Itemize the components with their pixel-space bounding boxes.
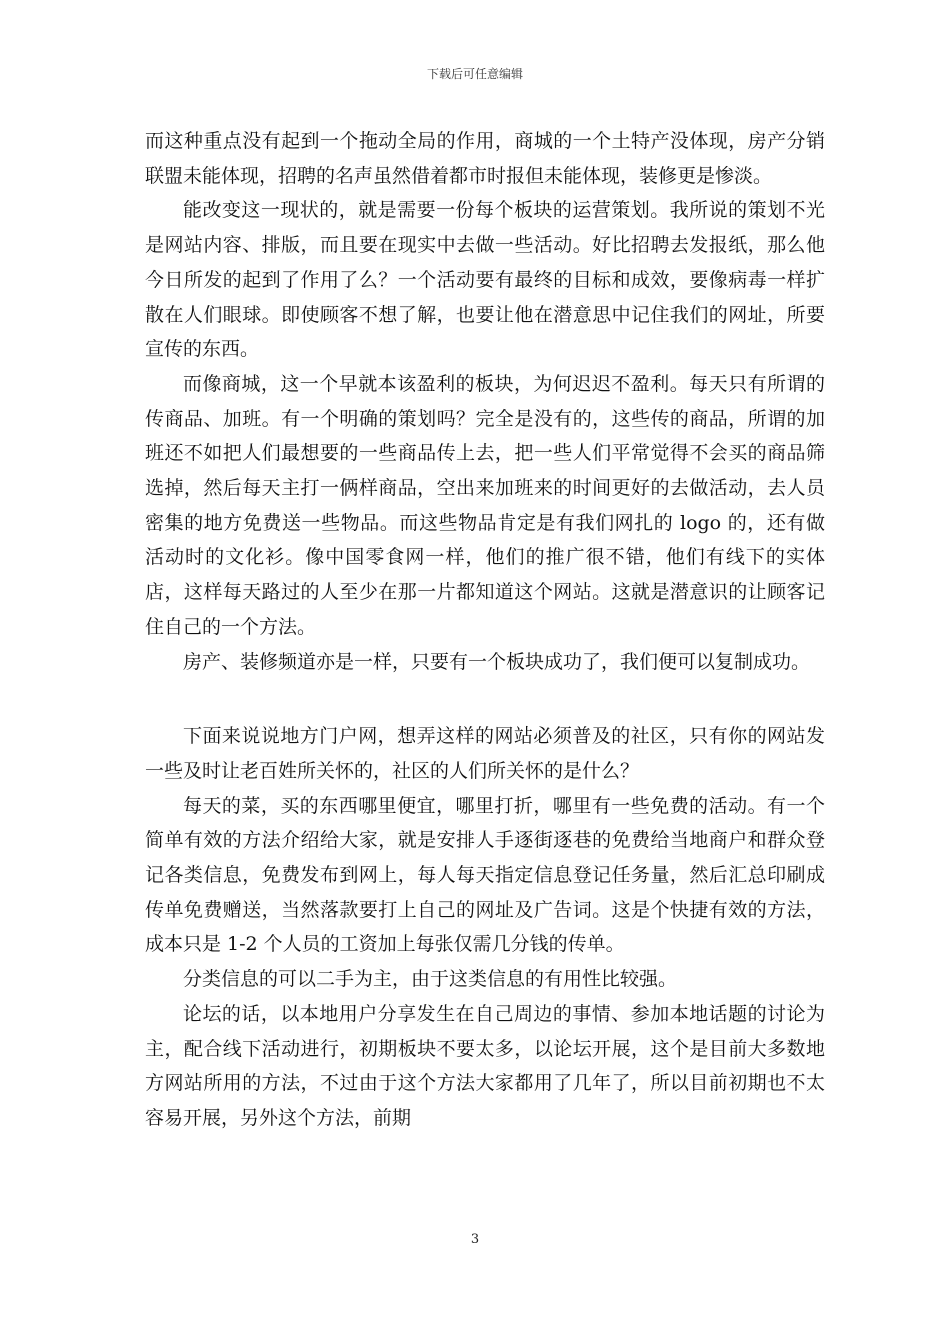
paragraph: 每天的菜，买的东西哪里便宜，哪里打折，哪里有一些免费的活动。有一个简单有效的方法介绍给大家，就是安排人手逐街逐巷的免费给当地商户和群众登记各类信息，免费发布到网上，每人每天指定信息登记任务量，然后汇总印刷成传单免费赠送，当然落款要打上自己的网址及广告词。这是个快捷有效的方法，成本只是 1-2 个人员的工资加上每张仅需几分钱的传单。 [145,794,825,956]
page-header: 下载后可任意编辑 [426,67,523,81]
page-number: 3 [470,1232,480,1247]
paragraph: 能改变这一现状的，就是需要一份每个板块的运营策划。我所说的策划不光是网站内容、排版，而且要在现实中去做一些活动。好比招聘去发报纸，那么他今日所发的起到了作用了么？一个活动要有最终的目标和成效，要像病毒一样扩散在人们眼球。即使顾客不想了解，也要让他在潜意思中记住我们的网址，所要宣传的东西。 [145,199,825,361]
paragraph: 房产、装修频道亦是一样，只要有一个板块成功了，我们便可以复制成功。 [183,650,811,673]
paragraph: 下面来说说地方门户网，想弄这样的网站必须普及的社区，只有你的网站发一些及时让老百姓所关怀的，社区的人们所关怀的是什么？ [145,725,825,782]
paragraph: 分类信息的可以二手为主，由于这类信息的有用性比较强。 [183,968,678,991]
paragraph: 而这种重点没有起到一个拖动全局的作用，商城的一个土特产没体现，房产分销联盟未能体现，招聘的名声虽然借着都市时报但未能体现，装修更是惨淡。 [145,130,825,187]
paragraph: 论坛的话，以本地用户分享发生在自己周边的事情、参加本地话题的讨论为主，配合线下活动进行，初期板块不要太多，以论坛开展，这个是目前大多数地方网站所用的方法，不过由于这个方法大家都用了几年了，所以目前初期也不太容易开展，另外这个方法，前期 [145,1002,825,1129]
document-body [145,124,825,1136]
paragraph-spacer [145,679,825,719]
paragraph: 而像商城，这一个早就本该盈利的板块，为何迟迟不盈利。每天只有所谓的传商品、加班。有一个明确的策划吗？完全是没有的，这些传的商品，所谓的加班还不如把人们最想要的一些商品传上去，把一些人们平常觉得不会买的商品筛选掉，然后每天主打一俩样商品，空出来加班来的时间更好的去做活动，去人员密集的地方免费送一些物品。而这些物品肯定是有我们网扎的 logo 的，还有做活动时的文化衫。像中国零食网一样，他们的推广很不错，他们有线下的实体店，这样每天路过的人至少在那一片都知道这个网站。这就是潜意识的让顾客记住自己的一个方法。 [145,372,825,638]
